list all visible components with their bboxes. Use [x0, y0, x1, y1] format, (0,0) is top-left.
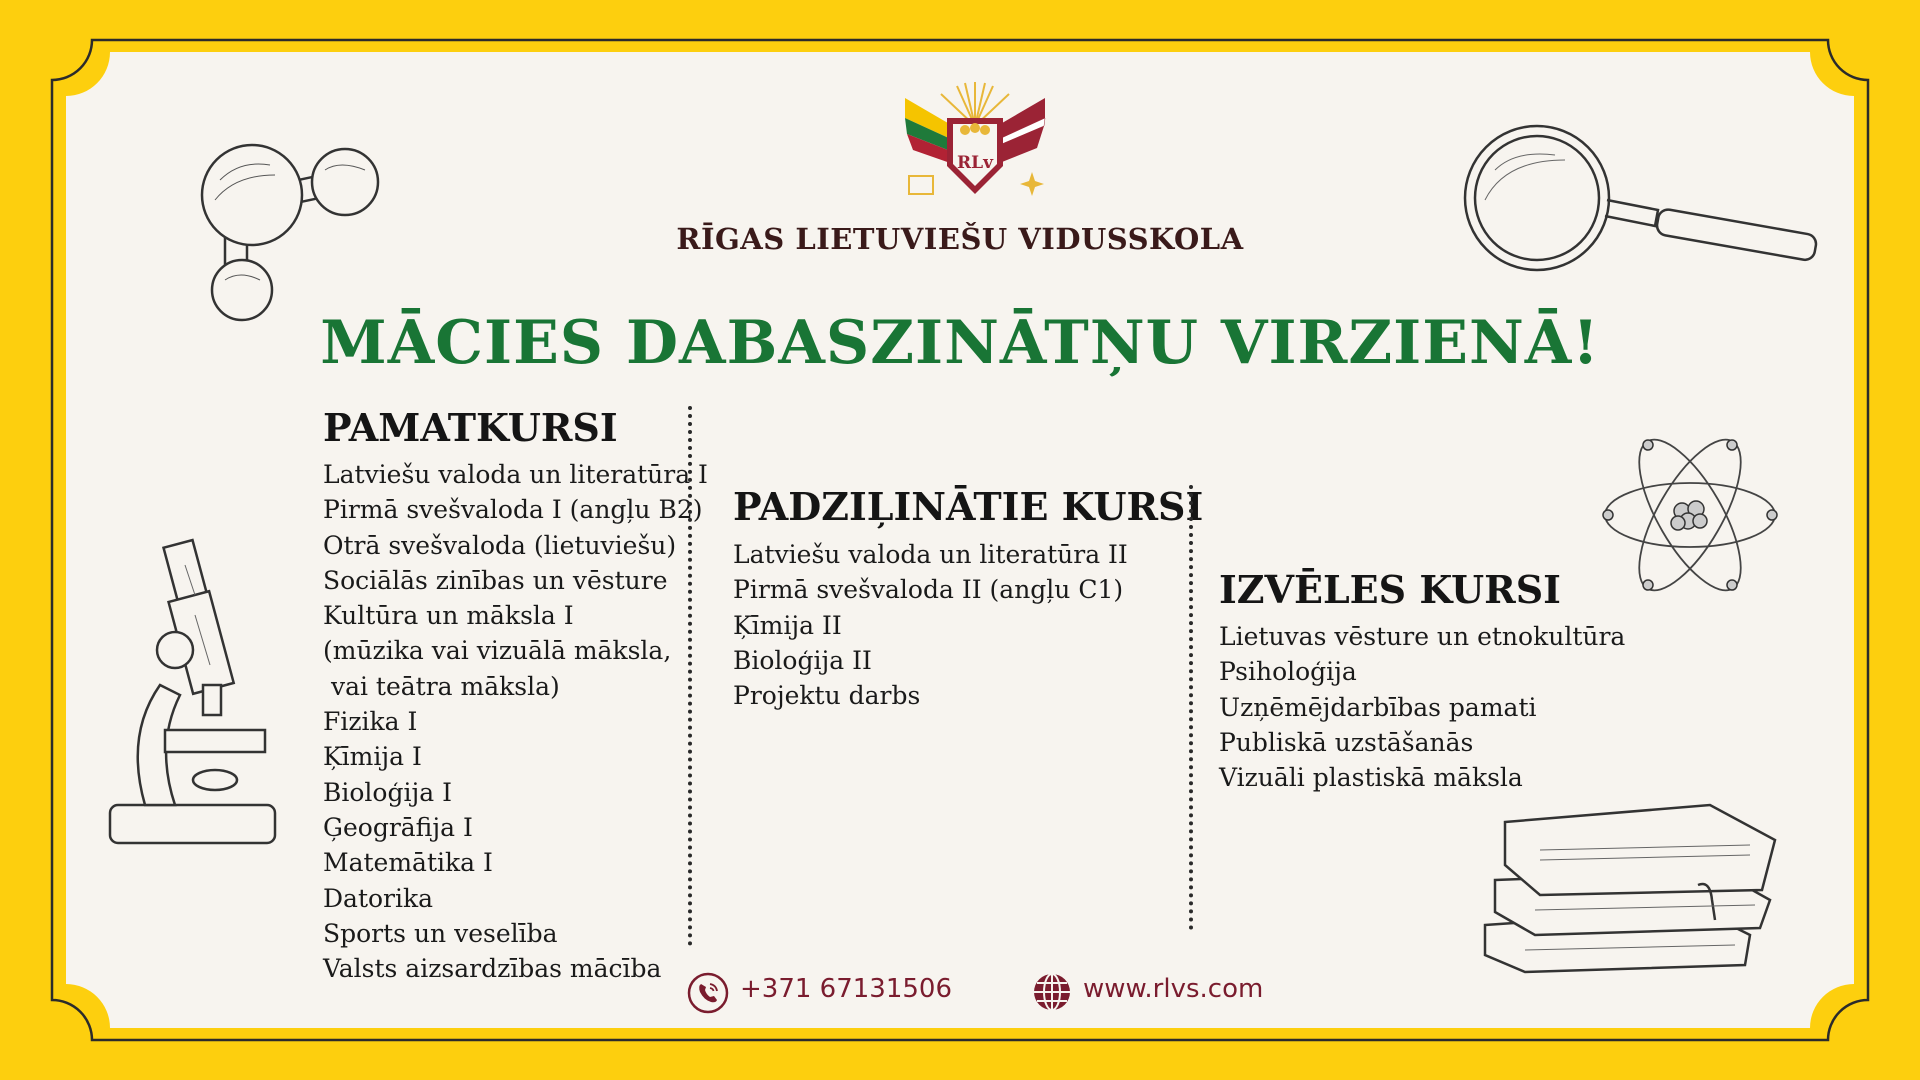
course-item: Publiskā uzstāšanās	[1219, 727, 1474, 757]
phone-icon	[687, 972, 729, 1014]
course-item: Psiholoģija	[1219, 657, 1357, 687]
advanced-courses-list	[733, 537, 1128, 713]
phone-number[interactable]: +371 67131506	[740, 974, 953, 1004]
school-logo	[895, 78, 1055, 208]
course-item: Datorika	[323, 883, 434, 913]
course-item: Valsts aizsardzības mācība	[323, 954, 662, 984]
course-item: Fizika I	[323, 707, 418, 737]
course-item: Otrā svešvaloda (lietuviešu)	[323, 530, 677, 560]
globe-icon	[1032, 972, 1072, 1012]
books-icon	[1480, 800, 1780, 975]
course-item: Matemātika I	[323, 848, 493, 878]
course-item: Kultūra un māksla I	[323, 601, 574, 631]
course-item: Projektu darbs	[733, 681, 921, 711]
course-item: Latviešu valoda un literatūra I	[323, 460, 708, 489]
advanced-courses-title: PADZIĻINĀTIE KURSI	[733, 484, 1204, 529]
divider-right	[1189, 485, 1193, 930]
svg-text:RLv: RLv	[957, 153, 993, 173]
course-item: Latviešu valoda un literatūra II	[733, 540, 1128, 569]
molecule-icon	[180, 130, 400, 330]
course-item: Bioloģija I	[323, 777, 452, 807]
divider-left	[688, 406, 692, 946]
elective-courses-list	[1219, 619, 1625, 795]
course-item: Sociālās zinības un vēsture	[323, 565, 668, 595]
course-item: Pirmā svešvaloda I (angļu B2)	[323, 495, 703, 525]
course-item: Vizuāli plastiskā māksla	[1219, 763, 1523, 793]
course-item: Lietuvas vēsture un etnokultūra	[1219, 622, 1626, 651]
course-item: Sports un veselība	[323, 918, 558, 948]
course-item: vai teātra māksla)	[323, 671, 560, 701]
school-name: RĪGAS LIETUVIEŠU VIDUSSKOLA	[676, 222, 1244, 256]
elective-courses-title: IZVĒLES KURSI	[1219, 567, 1561, 612]
core-courses-list	[323, 457, 708, 986]
website-link[interactable]: www.rlvs.com	[1083, 974, 1264, 1004]
atom-icon	[1600, 415, 1780, 615]
course-item: (mūzika vai vizuālā māksla,	[323, 636, 672, 666]
course-item: Uzņēmējdarbības pamati	[1219, 692, 1537, 722]
course-item: Ķīmija I	[323, 742, 422, 772]
course-item: Bioloģija II	[733, 645, 872, 675]
core-courses-title: PAMATKURSI	[323, 405, 618, 450]
headline: MĀCIES DABASZINĀTŅU VIRZIENĀ!	[320, 308, 1600, 378]
course-item: Pirmā svešvaloda II (angļu C1)	[733, 575, 1124, 605]
course-item: Ģeogrāfija I	[323, 812, 473, 842]
microscope-icon	[105, 535, 280, 855]
magnifying-glass-icon	[1455, 120, 1825, 290]
course-item: Ķīmija II	[733, 610, 842, 640]
